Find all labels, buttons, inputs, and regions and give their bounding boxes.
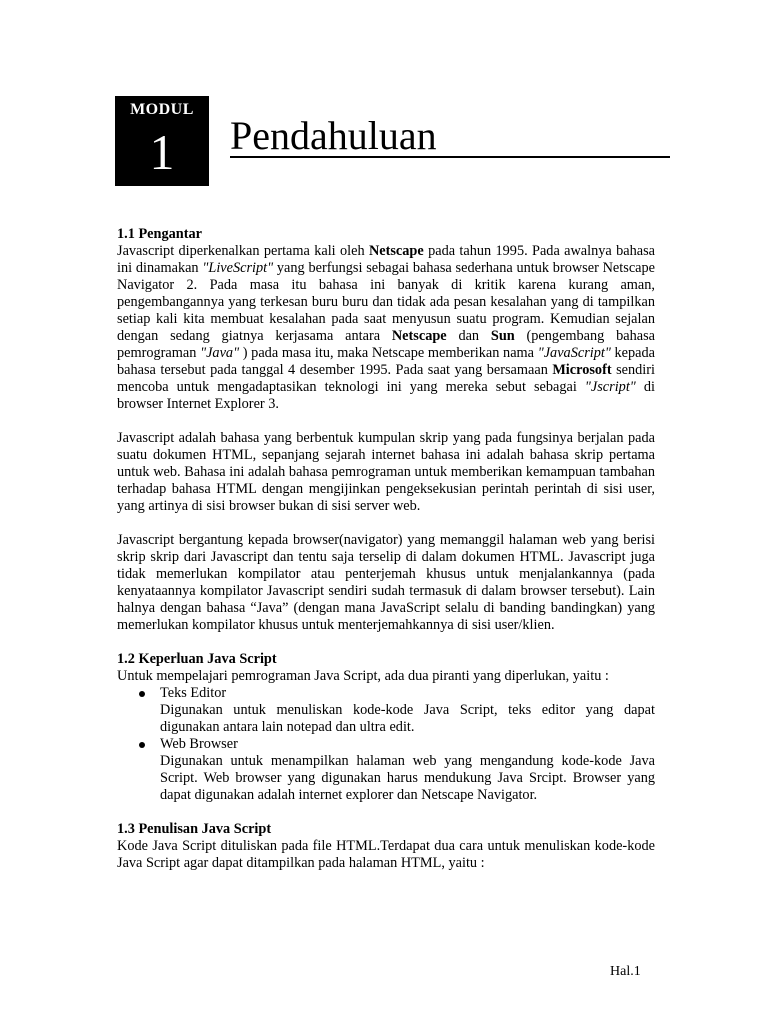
section-heading-1-2: 1.2 Keperluan Java Script xyxy=(117,651,277,667)
text-run: di browser Internet Explorer 3. xyxy=(117,379,655,412)
modul-badge xyxy=(115,96,209,186)
paragraph-penulisan: Kode Java Script dituliskan pada file HTML.Terdapat dua cara untuk menuliskan kode-kode Java Script agar dapat ditampilkan pada halaman HTML, yaitu : xyxy=(117,838,655,871)
list-item-title: Web Browser xyxy=(160,736,238,752)
section-heading-1-1: 1.1 Pengantar xyxy=(117,226,202,242)
italic-java: "Java" xyxy=(200,345,240,361)
paragraph-gap xyxy=(117,413,655,430)
text-run: sendiri mencoba untuk mengadaptasikan teknologi ini yang mereka sebut sebagai xyxy=(117,362,655,395)
text-run: dan xyxy=(446,328,491,344)
list-item xyxy=(117,685,655,736)
text-run: pada tahun 1995. Pada awalnya bahasa ini dinamakan xyxy=(117,243,656,276)
title-underline xyxy=(230,156,670,158)
bold-netscape-2: Netscape xyxy=(391,328,447,344)
list-item-title: Teks Editor xyxy=(160,685,227,701)
main-content xyxy=(117,226,655,872)
chapter-title: Pendahuluan xyxy=(230,113,437,158)
text-run: kepada bahasa tersebut pada tanggal 4 desember 1995. Pada saat yang bersamaan xyxy=(117,345,656,378)
requirements-list xyxy=(117,685,655,804)
text-run: yang berfungsi sebagai bahasa sederhana untuk browser Netscape Navigator 2. Pada masa itu bahasa ini banyak di kritik karena kurang aman, pengembangannya yang terkesan buru buru dan tidak ada pesan kesalahan yang di tampilkan setiap kali kita membuat kesalahan pada saat menyusun suatu program. Kemudian sejalan dengan sedang giatnya kerjasama antara xyxy=(117,260,656,344)
paragraph-gap xyxy=(117,515,655,532)
bold-microsoft: Microsoft xyxy=(552,362,612,378)
page-number: Hal.1 xyxy=(610,964,641,979)
bold-sun: Sun xyxy=(490,328,515,344)
italic-jscript: "Jscript" xyxy=(584,379,636,395)
text-run: (pengembang bahasa pemrograman xyxy=(117,328,656,361)
paragraph-gap xyxy=(117,804,655,821)
paragraph-pengantar-3: Javascript bergantung kepada browser(navigator) yang memanggil halaman web yang berisi skrip skrip dari Javascript dan tentu saja terselip di dalam dokumen HTML. Javascript juga tidak memerlukan kompilator atau penterjemah khusus untuk menjalankannya (pada kenyataannya kompilator Javascript sendiri sudah termasuk di dalam browser tersebut). Lain halnya dengan bahasa “Java” (dengan mana JavaScript selalu di banding bandingkan) yang memerlukan kompilator khusus untuk menterjemahkannya di sisi user/klien. xyxy=(117,532,655,633)
text-run: Javascript diperkenalkan pertama kali oleh xyxy=(117,243,369,259)
bold-netscape: Netscape xyxy=(368,243,424,259)
bullet-icon xyxy=(139,742,145,748)
paragraph-keperluan-intro: Untuk mempelajari pemrograman Java Script, ada dua piranti yang diperlukan, yaitu : xyxy=(117,668,609,684)
list-item xyxy=(117,736,655,804)
list-item-description: Digunakan untuk menampilkan halaman web yang mengandung kode-kode Java Script. Web browser yang digunakan harus mendukung Java Srcipt. Browser yang dapat digunakan adalah internet explorer dan Netscape Navigator. xyxy=(160,753,655,803)
section-heading-1-3: 1.3 Penulisan Java Script xyxy=(117,821,272,837)
bullet-icon xyxy=(139,691,145,697)
paragraph-pengantar-2: Javascript adalah bahasa yang berbentuk kumpulan skrip yang pada fungsinya berjalan pada suatu dokumen HTML, sepanjang sejarah internet bahasa ini adalah bahasa skrip pertama untuk web. Bahasa ini adalah bahasa pemrograman untuk memberikan kemampuan tambahan terhadap bahasa HTML dengan mengijinkan pengeksekusian perintah perintah di sisi user, yang artinya di sisi browser bukan di sisi server web. xyxy=(117,430,655,514)
paragraph-gap xyxy=(117,634,655,651)
italic-javascript: "JavaScript" xyxy=(537,345,611,361)
modul-label: MODUL xyxy=(130,101,194,118)
italic-livescript: "LiveScript" xyxy=(202,260,274,276)
paragraph-pengantar-1 xyxy=(117,243,655,413)
text-run: ) pada masa itu, maka Netscape memberikan nama xyxy=(239,345,538,361)
list-item-description: Digunakan untuk menuliskan kode-kode Java Script, teks editor yang dapat digunakan antara lain notepad dan ultra edit. xyxy=(160,702,655,735)
modul-number: 1 xyxy=(149,124,175,180)
